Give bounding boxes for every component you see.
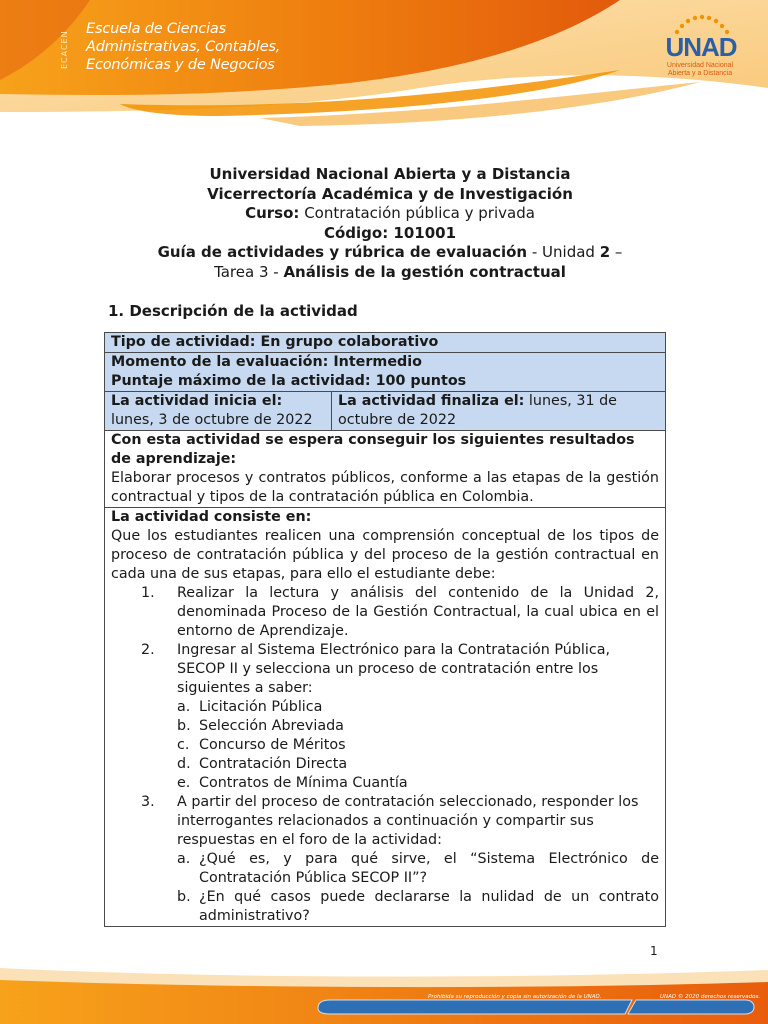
contract-type-list [177, 698, 659, 793]
step-item [111, 641, 659, 793]
university-name: Universidad Nacional Abierta y a Distancia [209, 165, 571, 183]
start-date-value: lunes, 3 de octubre de 2022 [111, 412, 313, 428]
ecacen-vertical-label: ECACEN [60, 30, 69, 70]
end-date-cell [332, 392, 665, 430]
guia-unidad: - Unidad [527, 243, 600, 261]
unad-subtitle [650, 62, 750, 78]
vicerrectoria: Vicerrectoría Académica y de Investigación [207, 184, 573, 203]
school-line-1: Escuela de Ciencias [86, 21, 226, 37]
tipo-row [105, 333, 665, 353]
question-text: ¿En qué casos puede declararse la nulidad de un contrato administrativo? [199, 889, 659, 924]
svg-text:UNAD [665, 32, 736, 62]
unad-subtitle-line-2: Abierta y a Distancia [667, 70, 733, 77]
option-text: Licitación Pública [199, 699, 323, 715]
start-date-label: La actividad inicia el: [111, 393, 283, 409]
unidad-number: 2 [599, 243, 611, 261]
option-letter: d. [177, 756, 191, 772]
consiste-heading: La actividad consiste en: [111, 509, 312, 525]
guia-title: Guía de actividades y rúbrica de evaluación [157, 243, 528, 261]
steps-list [111, 584, 659, 926]
question-letter: a. [177, 851, 191, 867]
question-item [177, 888, 659, 926]
contract-type-item [177, 755, 659, 774]
option-letter: a. [177, 699, 191, 715]
contract-type-item [177, 698, 659, 717]
option-text: Contratos de Mínima Cuantía [199, 775, 408, 791]
question-text: ¿Qué es, y para qué sirve, el “Sistema Electrónico de Contratación Pública SECOP II”? [199, 851, 659, 886]
school-line-3: Económicas y de Negocios [86, 57, 275, 73]
step-number: 1. [141, 585, 155, 601]
codigo: Código: 101001 [323, 223, 457, 242]
consiste-intro: Que los estudiantes realicen una comprensión conceptual de los tipos de proceso de contratación pública y del proceso de la gestión contractual en cada una de sus etapas, para ello el estudiante debe: [111, 528, 659, 582]
option-letter: e. [177, 775, 191, 791]
consiste-row [105, 508, 665, 926]
option-letter: c. [177, 737, 190, 753]
resultados-text: Elaborar procesos y contratos públicos, conforme a las etapas de la gestión contractual y tipos de la contratación pública en Colombia. [111, 470, 659, 505]
start-date-cell [105, 392, 332, 430]
question-item [177, 850, 659, 888]
school-name [86, 20, 346, 74]
step-text: Realizar la lectura y análisis del contenido de la Unidad 2, denominada Proceso de la Gestión Contractual, la cual ubica en el entorno de Aprendizaje. [177, 585, 659, 639]
option-letter: b. [177, 718, 191, 734]
curso-line [90, 204, 690, 224]
end-date-label: La actividad finaliza el: [338, 393, 525, 409]
step-item [111, 584, 659, 641]
footer-banner [0, 960, 768, 1024]
contract-type-item [177, 736, 659, 755]
page-number: 1 [650, 944, 658, 958]
activity-table [104, 332, 666, 927]
puntaje-maximo: Puntaje máximo de la actividad: 100 puntos [111, 373, 467, 389]
guia-line [90, 243, 690, 263]
step-item [111, 793, 659, 926]
guia-dash: – [610, 243, 623, 261]
school-line-2: Administrativas, Contables, [86, 39, 281, 55]
step-number: 2. [141, 642, 155, 658]
footer-rights-notice: UNAD © 2020 derechos reservados. [660, 994, 761, 1000]
tarea-title: Análisis de la gestión contractual [283, 262, 566, 281]
unad-logo-text: UNAD [665, 32, 737, 62]
footer-copy-notice: Prohibida su reproducción y copia sin autorización de la UNAD. [428, 994, 602, 1000]
end-date-value: lunes, 31 de octubre de 2022 [338, 393, 617, 428]
document-title-block [90, 165, 690, 282]
step-number: 3. [141, 794, 155, 810]
curso-label: Curso: [245, 204, 300, 222]
tarea-line [90, 263, 690, 283]
contract-type-item [177, 717, 659, 736]
questions-list [177, 850, 659, 926]
section-heading: 1. Descripción de la actividad [108, 302, 358, 320]
steps-container [105, 584, 665, 926]
dates-row [105, 392, 665, 431]
tarea-prefix: Tarea 3 - [214, 262, 284, 281]
curso-value: Contratación pública y privada [299, 204, 535, 222]
resultados-row [105, 431, 665, 508]
question-letter: b. [177, 889, 191, 905]
option-text: Concurso de Méritos [199, 737, 346, 753]
resultados-heading: Con esta actividad se espera conseguir los siguientes resultados de aprendizaje: [111, 432, 635, 467]
tipo-actividad: Tipo de actividad: En grupo colaborativo [111, 334, 439, 350]
option-text: Selección Abreviada [199, 718, 344, 734]
momento-evaluacion: Momento de la evaluación: Intermedio [111, 354, 422, 370]
momento-puntaje-row [105, 353, 665, 392]
step-text: Ingresar al Sistema Electrónico para la Contratación Pública, SECOP II y selecciona un proceso de contratación entre los siguientes a saber: [177, 642, 611, 696]
option-text: Contratación Directa [199, 756, 348, 772]
contract-type-item [177, 774, 659, 793]
unad-subtitle-line-1: Universidad Nacional [666, 62, 734, 69]
step-text: A partir del proceso de contratación seleccionado, responder los interrogantes relacionados a continuación y compartir sus respuestas en el foro de la actividad: [177, 794, 639, 848]
